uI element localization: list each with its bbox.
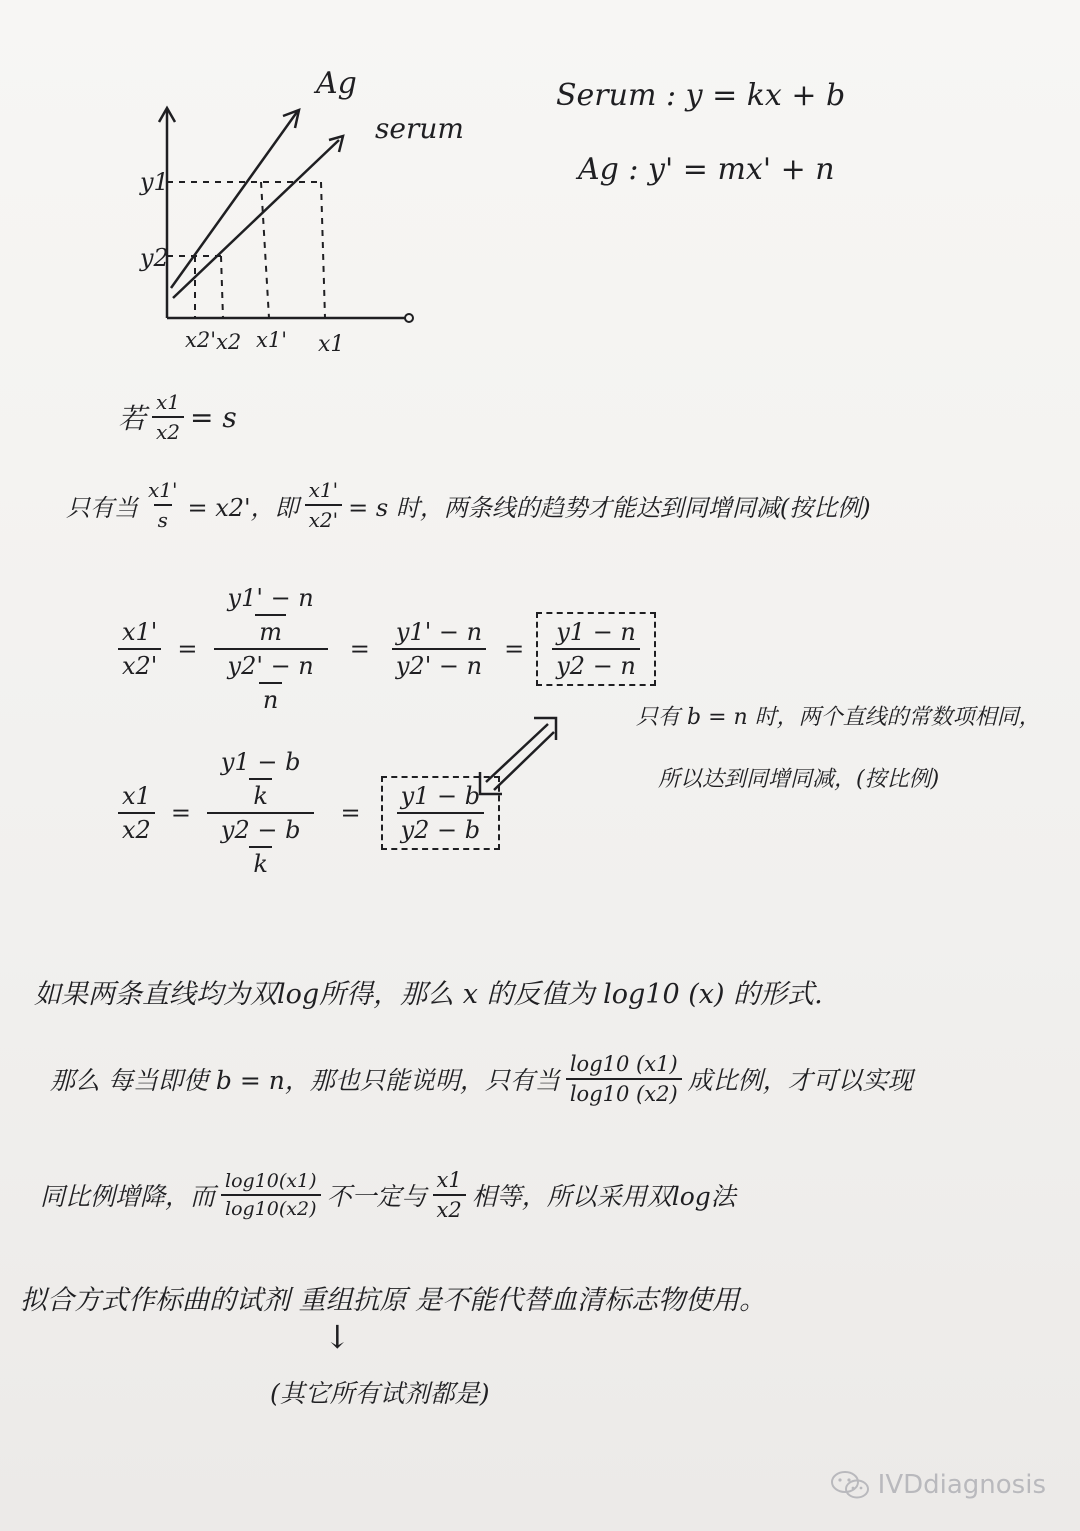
deriv1-a-den-den: n [259,682,282,714]
paragraph-line-3-fraction-2 [433,1168,466,1222]
deriv1-lhs-den: x2' [118,648,161,680]
paragraph-line-3-a: 同比例增降，而 [40,1182,216,1211]
paragraph-line-3-frac-den: log10(x2) [221,1194,320,1220]
paragraph-line-3-b: 不一定与 [326,1182,427,1211]
graph-label-x1: x1 [318,332,345,357]
deriv1-compound [214,584,328,714]
deriv1-b [392,618,486,680]
condition-line [118,390,237,444]
deriv2-a-num-den: k [249,778,272,810]
deriv1-a-num-den: m [255,614,286,646]
paragraph-line-2-a: 那么 每当即使 b = n，那也只能说明，只有当 [50,1066,560,1095]
deriv2-compound [207,748,315,878]
paragraph-line-3-frac-num: log10(x1) [225,1170,317,1192]
deriv2-compound-top [207,748,315,812]
paragraph-line-2 [50,1052,913,1106]
equation-serum: Serum : y = kx + b [556,78,846,113]
graph-label-y2: y2 [140,244,169,272]
paragraph-line-3 [40,1168,736,1222]
side-note-line-1: 只有 b = n 时，两个直线的常数项相同， [636,705,1041,730]
condition-rhs: = s [190,400,237,434]
paragraph-line-3-c: 相等，所以采用双log法 [471,1182,736,1211]
paragraph-line-5: (其它所有试剂都是) [270,1379,490,1408]
condition-num: x1 [156,390,181,414]
deriv2-a-den-den: k [249,846,272,878]
deriv1-lhs [118,618,161,680]
graph-label-x2: x2 [216,330,242,354]
deriv1-a-num-num: y1' − n [227,584,314,612]
derivation-2: $\frac{x1}{x2}$ = $\frac{\frac{y1 - b}{k}}{\frac{y2 - b}{k}}$ = $\frac{y1 - b}{y2 - b}$ [112,748,500,878]
deriv2-c-num: y1 − b [400,782,481,810]
equation-ag: Ag : y' = mx' + n [578,152,835,187]
deriv1-b-num: y1' − n [395,618,483,646]
graph-label-x1-prime: x1' [256,328,287,352]
side-note-line-2: 所以达到同增同减，(按比例) [658,767,940,792]
deriv1-a-den-num: y2' − n [227,652,314,680]
only-when-prefix: 只有当 [66,493,138,522]
paragraph-line-3-fraction [221,1170,320,1220]
deriv2-boxed-result [381,776,501,850]
wechat-icon [830,1469,870,1501]
watermark-text: IVDdiagnosis [877,1470,1046,1500]
only-when-suffix: = s 时，两条线的趋势才能达到同增同减(按比例) [348,493,871,522]
deriv2-lhs-den: x2 [118,812,155,844]
only-when-mid: = x2'，即 [187,493,299,522]
only-when-f1-num: x1' [148,478,178,502]
paragraph-line-1: 如果两条直线均为双log所得，那么 x 的反值为 log10 (x) 的形式. [34,979,823,1010]
graph-label-serum: serum [375,112,464,145]
only-when-f2-num: x1' [308,478,339,502]
deriv1-lhs-num: x1' [122,618,158,646]
paragraph-line-2-frac-num: log10 (x1) [569,1052,678,1076]
graph-label-ag: Ag [316,66,357,101]
deriv1-b-den: y2' − n [392,648,486,680]
deriv2-compound-bottom [207,812,315,878]
graph-label-x2-prime: x2' [185,328,216,352]
deriv2-lhs-num: x1 [122,782,151,810]
paragraph-line-3-frac2-den: x2 [433,1194,466,1222]
paragraph-line-2-b: 成比例，才可以实现 [687,1066,913,1095]
paragraph-line-2-fraction [566,1052,682,1106]
watermark [830,1469,1046,1501]
graph-label-y1: y1 [140,168,169,196]
deriv1-boxed-result [536,612,656,686]
deriv2-lhs [118,782,155,844]
paragraph-line-4: 拟合方式作标曲的试剂 重组抗原 是不能代替血清标志物使用。 [20,1285,767,1316]
only-when-fraction-1 [144,478,182,532]
down-arrow-icon: ↓ [324,1318,351,1356]
deriv1-c-den: y2 − n [552,648,640,680]
paragraph-line-3-frac2-num: x1 [436,1168,462,1192]
only-when-f2-den: x2' [305,504,343,532]
deriv2-a-num-num: y1 − b [220,748,301,776]
deriv1-compound-top [214,584,328,648]
deriv1-compound-bottom [214,648,328,714]
deriv2-a-den-num: y2 − b [220,816,301,844]
condition-prefix: 若 [118,402,147,435]
only-when-f1-den: s [154,504,172,532]
deriv1-c-num: y1 − n [556,618,636,646]
only-when-line [66,478,871,532]
paragraph-line-2-frac-den: log10 (x2) [566,1078,682,1106]
derivation-1: $\frac{x1'}{x2'}$ = $\frac{\frac{y1' - n}{m}}{\frac{y2' - n}{n}}$ = $\frac{y1' - n}{y2' - n}$ = $\frac{y1 - n}{y2 - n}$ [112,584,656,714]
only-when-fraction-2 [305,478,343,532]
condition-den: x2 [152,416,184,444]
condition-fraction [152,390,184,444]
deriv2-c-den: y2 − b [397,812,485,844]
